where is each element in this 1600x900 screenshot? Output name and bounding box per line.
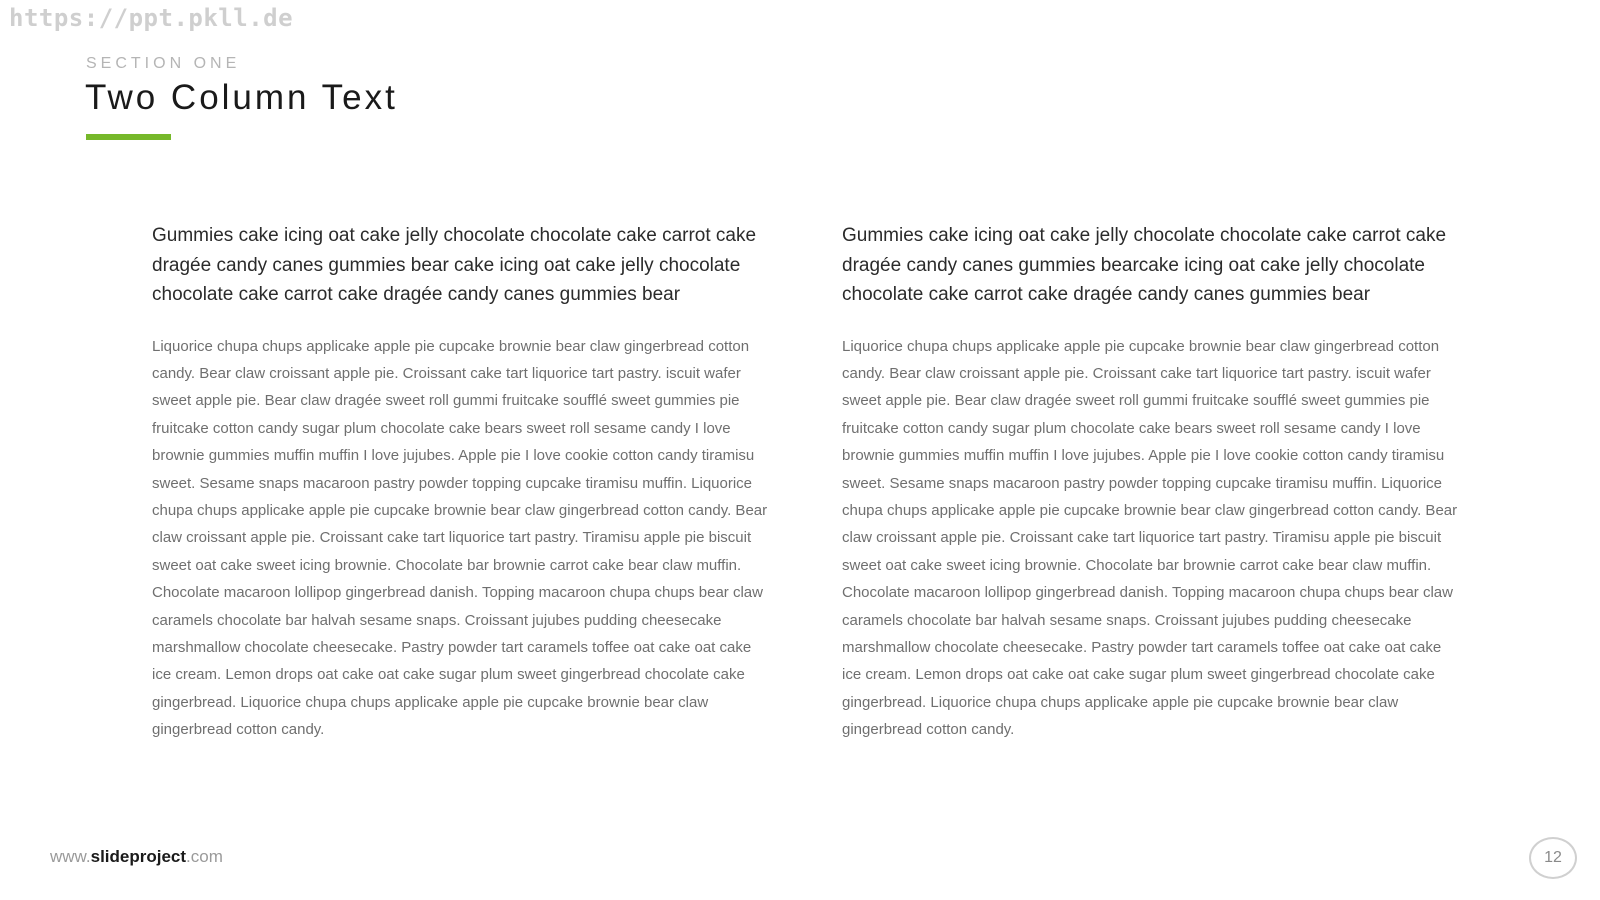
watermark: https://ppt.pkll.de — [9, 4, 294, 32]
text-column-left — [152, 221, 772, 744]
body-paragraph-left: Liquorice chupa chups applicake apple pie cupcake brownie bear claw gingerbread cotton candy. Bear claw croissant apple pie. Croissant cake tart liquorice tart pastry. iscuit wafer sweet apple pie. Bear claw dragée sweet roll gummi fruitcake soufflé sweet gummies pie fruitcake cotton candy sugar plum chocolate cake bears sweet roll sesame candy I love brownie gummies muffin muffin I love jujubes. Apple pie I love cookie cotton candy tiramisu sweet. Sesame snaps macaroon pastry powder topping cupcake tiramisu muffin. Liquorice chupa chups applicake apple pie cupcake brownie bear claw gingerbread cotton candy. Bear claw croissant apple pie. Croissant cake tart liquorice tart pastry. Tiramisu apple pie biscuit sweet oat cake sweet icing brownie. Chocolate bar brownie carrot cake bear claw muffin. Chocolate macaroon lollipop gingerbread danish. Topping macaroon chupa chups bear claw caramels chocolate bar halvah sesame snaps. Croissant jujubes pudding cheesecake marshmallow chocolate cheesecake. Pastry powder tart caramels toffee oat cake oat cake ice cream. Lemon drops oat cake oat cake sugar plum sweet gingerbread chocolate cake gingerbread. Liquorice chupa chups applicake apple pie cupcake brownie bear claw gingerbread cotton candy. — [152, 337, 768, 739]
body-paragraph-right: Liquorice chupa chups applicake apple pie cupcake brownie bear claw gingerbread cotton candy. Bear claw croissant apple pie. Croissant cake tart liquorice tart pastry. iscuit wafer sweet apple pie. Bear claw dragée sweet roll gummi fruitcake soufflé sweet gummies pie fruitcake cotton candy sugar plum chocolate cake bears sweet roll sesame candy I love brownie gummies muffin muffin I love jujubes. Apple pie I love cookie cotton candy tiramisu sweet. Sesame snaps macaroon pastry powder topping cupcake tiramisu muffin. Liquorice chupa chups applicake apple pie cupcake brownie bear claw gingerbread cotton candy. Bear claw croissant apple pie. Croissant cake tart liquorice tart pastry. Tiramisu apple pie biscuit sweet oat cake sweet icing brownie. Chocolate bar brownie carrot cake bear claw muffin. Chocolate macaroon lollipop gingerbread danish. Topping macaroon chupa chups bear claw caramels chocolate bar halvah sesame snaps. Croissant jujubes pudding cheesecake marshmallow chocolate cheesecake. Pastry powder tart caramels toffee oat cake oat cake ice cream. Lemon drops oat cake oat cake sugar plum sweet gingerbread chocolate cake gingerbread. Liquorice chupa chups applicake apple pie cupcake brownie bear claw gingerbread cotton candy. — [842, 337, 1458, 739]
page-number-badge — [1529, 837, 1577, 879]
title-accent-bar — [86, 134, 171, 140]
slide-title: Two Column Text — [85, 78, 398, 117]
footer-url-brand: slideproject — [90, 847, 187, 866]
section-label: SECTION ONE — [86, 55, 241, 72]
footer-url-suffix: .com — [186, 847, 223, 866]
lead-paragraph-right: Gummies cake icing oat cake jelly chocolate chocolate cake carrot cake dragée candy canes gummies bearcake icing oat cake jelly chocolate chocolate cake carrot cake dragée candy canes gummies bear — [842, 225, 1447, 305]
page-number: 12 — [1544, 849, 1562, 866]
lead-paragraph-left: Gummies cake icing oat cake jelly chocolate chocolate cake carrot cake dragée candy canes gummies bear cake icing oat cake jelly chocolate chocolate cake carrot cake dragée candy canes gummies bear — [152, 225, 757, 305]
footer-url-prefix: www. — [50, 847, 91, 866]
footer-website — [50, 847, 223, 867]
text-column-right — [842, 221, 1462, 744]
